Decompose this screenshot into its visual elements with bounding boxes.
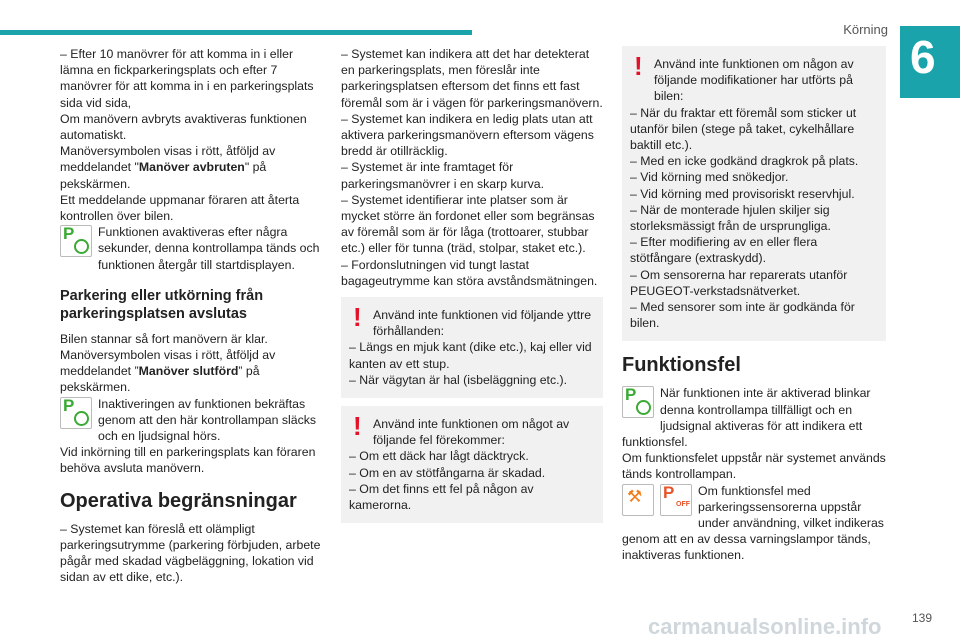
paragraph: Om funktionsfelet uppstår när systemet används tänds kontrollampan. xyxy=(622,451,886,482)
paragraph: – Fordonslutningen vid tungt lastat bagageutrymme kan störa avståndsmätningen. xyxy=(341,257,598,288)
park-assist-icon: P xyxy=(60,397,92,429)
paragraph: ⚒ P OFF Om funktionsfel med parkeringssensorerna uppstår under användning, vilket indikeras genom att en av dessa varningslampor tänds, inaktiveras funktionen. xyxy=(622,482,884,563)
paragraph: Bilen stannar så fort manövern är klar. xyxy=(60,331,268,346)
page-number: 139 xyxy=(912,611,933,625)
park-sensor-off-icon: P OFF xyxy=(660,484,692,516)
warning-box: ! Använd inte funktionen vid följande yttre förhållanden: – Längs en mjuk kant (dike etc.), kaj eller vid kanten av ett stup. – När vägytan är hal (isbeläggning etc.). xyxy=(341,297,603,398)
paragraph: Manöversymbolen visas i rött, åtföljd av meddelandet ”Manöver slutförd” på pekskärmen. xyxy=(60,348,276,395)
wrench-icon: ⚒ xyxy=(622,484,654,516)
watermark: carmanualsonline.info xyxy=(648,614,882,639)
section-title: Körning xyxy=(843,22,888,37)
paragraph: – Systemet är inte framtaget för parkeringsmanövrer i en skarp kurva. xyxy=(341,160,544,191)
warning-icon: ! xyxy=(353,302,362,333)
paragraph: Manöversymbolen visas i rött, åtföljd av meddelandet "Manöver avbruten" på pekskärmen. xyxy=(60,144,276,191)
header-accent-bar xyxy=(0,30,472,35)
heading: Operativa begränsningar xyxy=(60,489,297,512)
paragraph: Ett meddelande uppmanar föraren att återta kontrollen över bilen. xyxy=(60,192,300,224)
paragraph: P När funktionen inte är aktiverad blinkar denna kontrollampa tillfälligt och en ljudsignal aktiveras för att indikera ett funktionsfel. xyxy=(622,385,871,450)
chapter-tab xyxy=(900,26,960,98)
paragraph: Vid inkörning till en parkeringsplats kan föraren behöva avsluta manövern. xyxy=(60,445,316,476)
paragraph: P Funktionen avaktiveras efter några sekunder, denna kontrollampa tänds och funktionen återgår till startdisplayen. xyxy=(60,224,322,273)
column-left xyxy=(60,46,322,585)
column-right xyxy=(622,46,886,564)
warning-icon: ! xyxy=(353,411,362,442)
warning-box: ! Använd inte funktionen om något av följande fel förekommer: – Om ett däck har lågt däcktryck. – Om en av stötfångarna är skadad. – Om det finns ett fel på någon av kamerorna. xyxy=(341,406,603,523)
paragraph: – Systemet kan föreslå ett olämpligt parkeringsutrymme (parkering förbjuden, arbete pågår med skadad vägbeläggning, lokation vid sidan av ett dike, etc.). xyxy=(60,521,321,585)
paragraph: P Inaktiveringen av funktionen bekräftas genom att den här kontrollampan släcks och en ljudsignal hörs. xyxy=(60,396,322,445)
column-middle xyxy=(341,46,603,531)
paragraph: Om manövern avbryts avaktiveras funktionen automatiskt. xyxy=(60,111,307,143)
subheading: Parkering eller utkörning från parkeringsplatsen avslutas xyxy=(60,287,264,322)
paragraph: – Systemet identifierar inte platser som är mycket större än fordonet eller som begränsas av föremål som är för låga (trottoarer, stubbar etc.) eller för tunna (träd, stolpar, staket etc.). xyxy=(341,192,595,256)
park-assist-icon: P xyxy=(622,386,654,418)
warning-box: ! Använd inte funktionen om någon av följande modifikationer har utförts på bilen: – När du fraktar ett föremål som sticker ut utanför bilen (stege på taket, cykelhållare baktill etc.). – Med en icke godkänd dragkrok på plats. – Vid körning med snökedjor. – Vid körning med provisoriskt reservhjul. – När de monterade hjulen skiljer sig storleksmässigt från de ursprungliga. – Efter modifiering av en eller flera stötfångare (extraskydd). – Om sensorerna har reparerats utanför PEUGEOT-verkstadsnätverket. – Med sensorer som inte är godkända för bilen. xyxy=(622,46,886,341)
park-assist-icon: P xyxy=(60,225,92,257)
chapter-number: 6 xyxy=(910,31,936,83)
paragraph: – Systemet kan indikera att det har detekterat en parkeringsplats, men föreslår inte parkeringsplatsen eftersom det finns ett fast föremål som är i vägen för parkeringsmanövern. xyxy=(341,47,603,110)
heading: Funktionsfel xyxy=(622,354,741,377)
paragraph: – Systemet kan indikera en ledig plats utan att aktivera parkeringsmanövern eftersom vägens bredd är otillräcklig. xyxy=(341,111,594,159)
paragraph: – Efter 10 manövrer för att komma in i eller lämna en fickparkeringsplats och efter 7 manövrer för att komma in i en parkeringsplats sida vid sida, xyxy=(60,47,314,110)
warning-icon: ! xyxy=(634,51,643,81)
